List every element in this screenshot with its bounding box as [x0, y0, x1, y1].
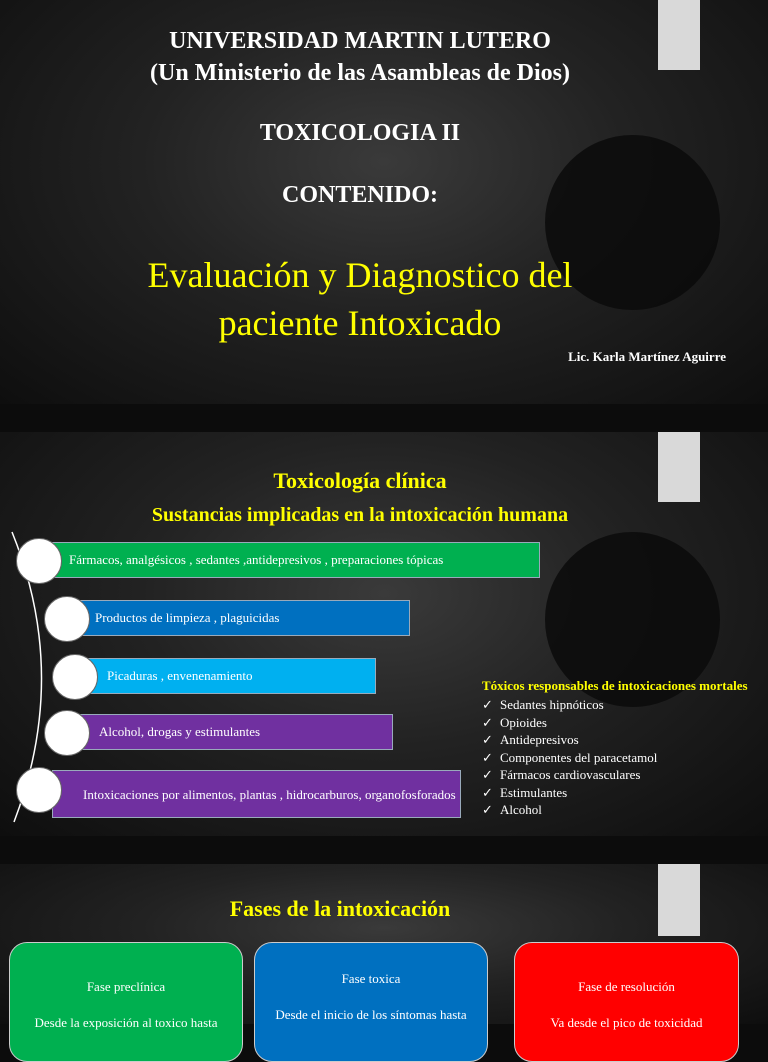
author-name: Lic. Karla Martínez Aguirre [568, 349, 726, 364]
list-item: ✓ Alcohol [482, 802, 542, 817]
phase-name: Fase preclínica [86, 979, 166, 994]
check-icon: ✓ [482, 802, 493, 817]
substance-label: Intoxicaciones por alimentos, plantas , hidrocarburos, organofosforados [83, 786, 456, 802]
slide-title [0, 0, 768, 404]
course-name: TOXICOLOGIA II [259, 120, 461, 146]
substance-label: Fármacos, analgésicos , sedantes ,antidepresivos , preparaciones tópicas [69, 552, 444, 567]
substance-bar-food [52, 770, 461, 818]
list-heading: Tóxicos responsables de intoxicaciones mortales [482, 678, 748, 693]
ministry-subtitle: (Un Ministerio de las Asambleas de Dios) [150, 60, 570, 86]
check-icon: ✓ [482, 767, 493, 782]
list-item: ✓ Antidepresivos [482, 732, 579, 747]
section-subtitle: Sustancias implicadas en la intoxicación humana [151, 504, 569, 526]
list-item: ✓ Fármacos cardiovasculares [482, 767, 641, 782]
section-title: Toxicología clínica [273, 468, 447, 493]
phase-card-resolution [514, 942, 739, 1062]
list-item: ✓ Componentes del paracetamol [482, 749, 658, 765]
phase-card-toxic [254, 942, 488, 1062]
bullet-circle [44, 710, 90, 756]
bullet-circle [44, 596, 90, 642]
phase-description: Va desde el pico de toxicidad [550, 1015, 703, 1030]
substance-label: Productos de limpieza , plaguicidas [95, 610, 280, 625]
phases-title: Fases de la intoxicación [229, 896, 451, 921]
phase-name: Fase de resolución [578, 979, 675, 994]
university-name: UNIVERSIDAD MARTIN LUTERO [169, 28, 551, 54]
mortal-toxics-list [482, 678, 748, 819]
check-icon: ✓ [482, 784, 493, 800]
bullet-circle [16, 767, 62, 813]
substance-label: Picaduras , envenenamiento [107, 668, 253, 683]
check-icon: ✓ [482, 732, 493, 747]
presentation-title-line2: paciente Intoxicado [218, 303, 502, 343]
substance-bar-drugs [38, 542, 540, 578]
substance-label: Alcohol, drogas y estimulantes [99, 724, 261, 739]
check-icon: ✓ [482, 749, 493, 765]
phase-description: Desde la exposición al toxico hasta [34, 1015, 218, 1030]
list-item: ✓ Opioides [482, 714, 547, 730]
list-item: ✓ Sedantes hipnóticos [482, 697, 604, 712]
contents-label: CONTENIDO: [281, 182, 438, 208]
bullet-circle [16, 538, 62, 584]
phase-description: Desde el inicio de los síntomas hasta [275, 1007, 467, 1022]
substance-bar-stings [74, 658, 376, 694]
phase-name: Fase toxica [341, 971, 401, 986]
check-icon: ✓ [482, 714, 493, 730]
presentation-title-line1: Evaluación y Diagnostico del [147, 255, 573, 295]
substance-bar-cleaning [66, 600, 410, 636]
substance-bar-alcohol [66, 714, 393, 750]
check-icon: ✓ [482, 697, 493, 712]
phase-card-preclinical [9, 942, 243, 1062]
list-item: ✓ Estimulantes [482, 784, 568, 800]
bullet-circle [52, 654, 98, 700]
